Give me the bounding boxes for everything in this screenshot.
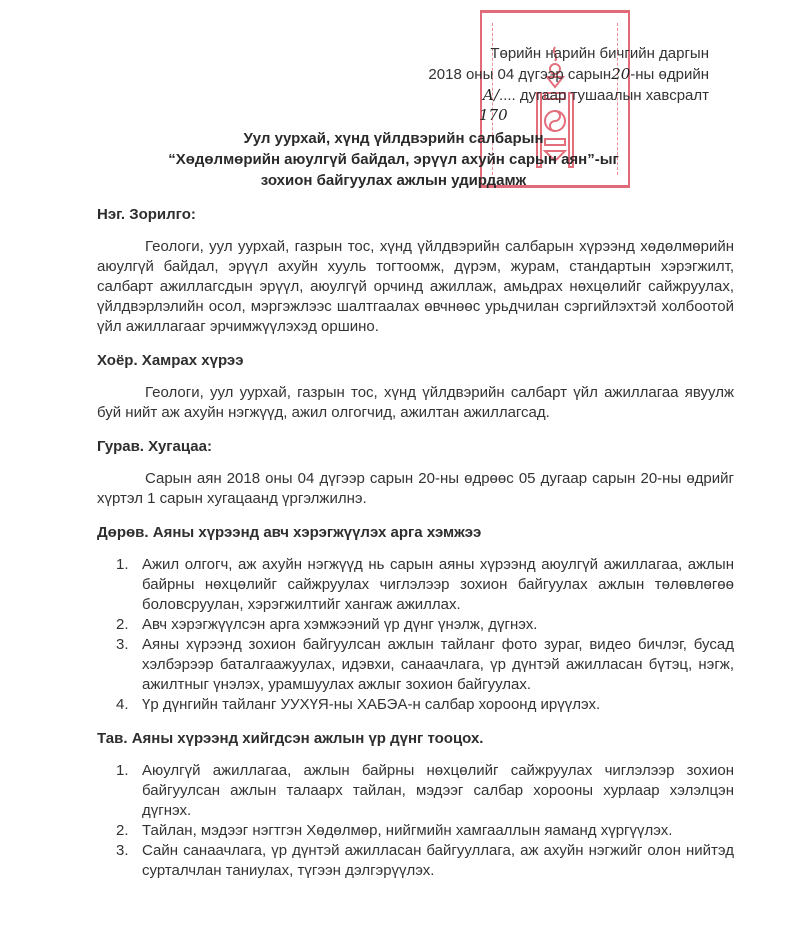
handwritten-day: 20 — [611, 65, 631, 83]
list-item-number: 1. — [116, 762, 129, 779]
header-line-2-prefix: 2018 оны 04 дүгээр сарын — [428, 66, 612, 83]
section-heading-duration: Гурав. Хугацаа: — [97, 438, 212, 455]
list-item-number: 2. — [116, 616, 129, 633]
list-item-number: 3. — [116, 636, 129, 653]
list-item-number: 4. — [116, 696, 129, 713]
section-heading-results: Тав. Аяны хүрээнд хийгдсэн ажлын үр дүнг тооцох. — [97, 730, 484, 747]
list-item — [116, 615, 734, 635]
header-line-3 — [289, 85, 709, 106]
handwritten-order-prefix: А/ — [482, 86, 500, 104]
measures-list — [116, 555, 734, 715]
section-paragraph-scope — [97, 383, 734, 423]
header-line-3-suffix: дугаар тушаалын хавсралт — [515, 87, 709, 104]
scope-text: Геологи, уул уурхай, газрын тос, хүнд үйлдвэрийн салбарт үйл ажиллагаа явуулж буй нийт аж ахуйн нэгжүүд, ажил олгогчид, ажилтан ажиллагсад. — [97, 384, 734, 421]
header-line-2 — [289, 64, 709, 85]
section-paragraph-goal — [97, 237, 734, 337]
list-item-text: Ажил олгогч, аж ахуйн нэгжүүд нь сарын аяны хүрээнд аюулгүй ажиллагаа, ажлын байрны нөхцөлийг сайжруулах чиглэлээр зохион байгуулах ажлын төлөвлөгөө боловсруулан, хэрэгжилтийг хангаж ажиллах. — [142, 556, 734, 613]
list-item-text: Аяны хүрээнд зохион байгуулсан ажлын тайланг фото зураг, видео бичлэг, бусад хэлбэрээр баталгаажуулах, идэвхи, санаачлага, үр дүнтэй ажилласан бүтэц, нэгж, ажилтныг үнэлэх, урамшуулах ажлыг зохион байгуулах. — [142, 636, 734, 693]
list-item — [116, 555, 734, 615]
results-list — [116, 761, 734, 881]
header-line-1: Төрийн нарийн бичгийн даргын — [490, 45, 709, 62]
section-heading-scope: Хоёр. Хамрах хүрээ — [97, 352, 244, 369]
list-item-number: 1. — [116, 556, 129, 573]
section-heading-measures: Дөрөв. Аяны хүрээнд авч хэрэгжүүлэх арга хэмжээ — [97, 524, 482, 541]
header-line-2-suffix: -ны өдрийн — [630, 66, 709, 83]
document-title — [114, 128, 674, 191]
handwritten-order-number: 170 — [479, 106, 508, 124]
list-item-text: Үр дүнгийн тайланг УУХҮЯ-ны ХАБЭА-н салбар хороонд ирүүлэх. — [142, 696, 601, 713]
handwritten-order-number-row — [0, 106, 787, 124]
list-item — [116, 821, 734, 841]
title-line-3: зохион байгуулах ажлын удирдамж — [260, 172, 527, 189]
title-line-1: Уул уурхай, хүнд үйлдвэрийн салбарын — [243, 130, 544, 147]
approval-header — [289, 44, 709, 106]
list-item — [116, 761, 734, 821]
list-item-text: Аюулгүй ажиллагаа, ажлын байрны нөхцөлийг сайжруулах чиглэлээр зохион байгуулсан ажлын талаарх тайлан, мэдээг салбар хорооны хурлаар хэлэлцэн дүгнэх. — [142, 762, 734, 819]
list-item-text: Сайн санаачлага, үр дүнтэй ажилласан байгууллага, аж ахуйн нэгжийг олон нийтэд сурталчлан таниулах, түгээн дэлгэрүүлэх. — [142, 842, 734, 879]
list-item-text: Тайлан, мэдээг нэгтгэн Хөдөлмөр, нийгмийн хамгааллын яаманд хүргүүлэх. — [142, 822, 673, 839]
list-item-text: Авч хэрэгжүүлсэн арга хэмжээний үр дүнг үнэлж, дүгнэх. — [142, 616, 538, 633]
goal-text: Геологи, уул уурхай, газрын тос, хүнд үйлдвэрийн салбарын хүрээнд хөдөлмөрийн аюулгүй байдал, эрүүл ахуйн хууль тогтоомж, дүрэм, журам, стандартын хэрэгжилт, салбарт ажиллагсдын эрүүл, аюулгүй орчинд ажиллаж, амьдрах нөхцөлийг сайжруулах, үйлдвэрлэлийн осол, мэргэжлээс шалтгаалах өвчнөөс урьдчилан сэргийлэхтэй холбоотой үйл ажиллагааг эрчимжүүлэхэд оршино. — [97, 238, 734, 335]
title-line-2: “Хөдөлмөрийн аюулгүй байдал, эрүүл ахуйн сарын аян”-ыг — [168, 151, 619, 168]
section-paragraph-duration — [97, 469, 734, 509]
list-item-number: 2. — [116, 822, 129, 839]
list-item-number: 3. — [116, 842, 129, 859]
list-item — [116, 635, 734, 695]
section-heading-goal: Нэг. Зорилго: — [97, 206, 196, 223]
list-item — [116, 695, 734, 715]
list-item — [116, 841, 734, 881]
order-number-dots: .... — [499, 87, 516, 104]
duration-text: Сарын аян 2018 оны 04 дүгээр сарын 20-ны өдрөөс 05 дугаар сарын 20-ны өдрийг хүртэл 1 сарын хугацаанд үргэлжилнэ. — [97, 470, 734, 507]
